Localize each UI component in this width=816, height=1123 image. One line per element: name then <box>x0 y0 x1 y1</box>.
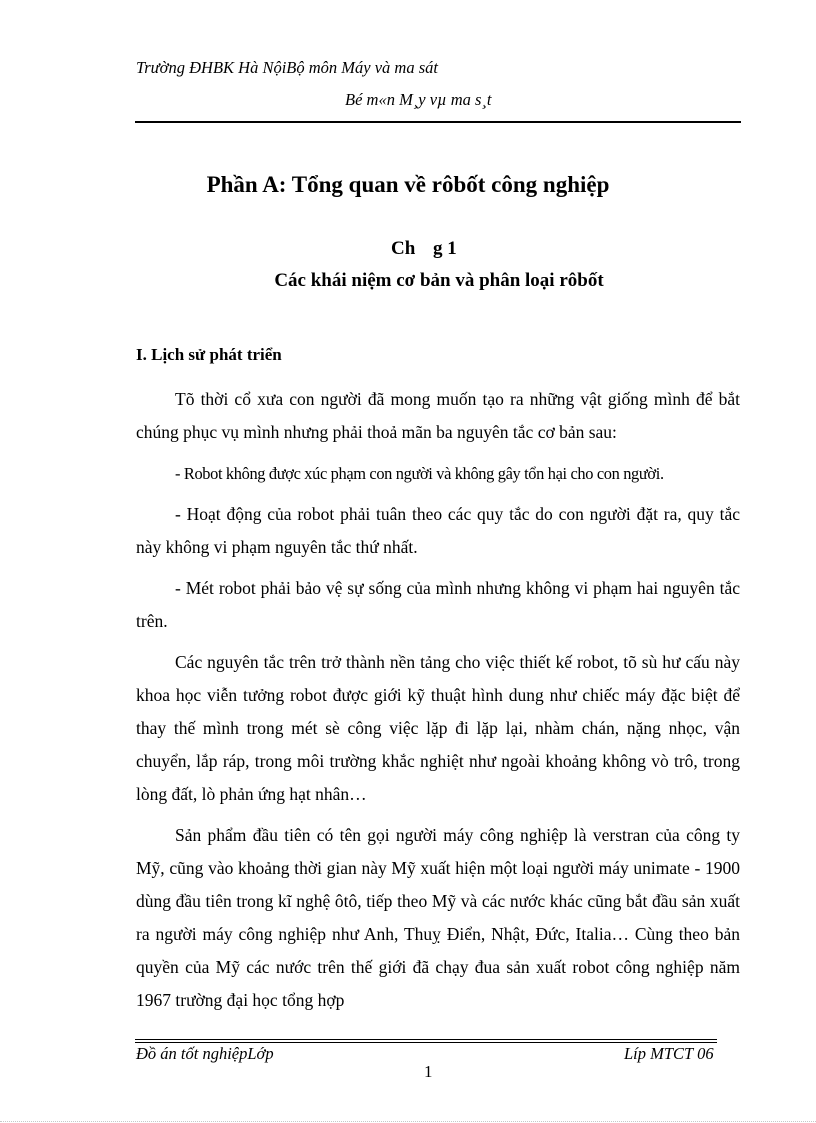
header-divider <box>135 121 741 123</box>
header-school-line: Trường ĐHBK Hà NộiBộ môn Máy và ma sát <box>136 58 438 77</box>
chapter-label-part2: g 1 <box>433 238 457 259</box>
section-heading: I. Lịch sử phát triển <box>136 345 282 364</box>
paragraph: Sản phẩm đầu tiên có tên gọi người máy công nghiệp là verstran của công ty Mỹ, cũng vào khoảng thời gian này Mỹ xuất hiện một loại người máy unimate - 1900 dùng đầu tiên trong kĩ nghệ ôtô, tiếp theo Mỹ và các nước khác cũng bắt đầu sản xuất ra người máy công nghiệp như Anh, Thuỵ Điển, Nhật, Đức, Italia… Cùng theo bản quyền của Mỹ các nước trên thế giới đã chạy đua sản xuất robot công nghiệp năm 1967 trường đại học tổng hợp <box>136 825 740 1010</box>
footer-left-text: Đồ án tốt nghiệpLớp <box>136 1044 274 1063</box>
paragraph: Các nguyên tắc trên trở thành nền tảng cho việc thiết kế robot, tõ sù hư cấu này khoa học viễn tưởng robot được giới kỹ thuật hình dung như chiếc máy đặc biệt để thay thế mình trong mét sè công việc lặp đi lặp lại, nhàm chán, nặng nhọc, vận chuyển, lắp ráp, trong môi trường khắc nghiệt như ngoài khoảng không vò trô, trong lòng đất, lò phản ứng hạt nhân… <box>136 652 740 804</box>
body-text <box>136 383 740 1025</box>
header-department-line: Bé m«n M¸y vµ ma s¸t <box>345 90 492 109</box>
footer-divider-bottom <box>135 1042 717 1043</box>
page-title: Phần A: Tổng quan về rôbốt công nghiệp <box>206 172 610 197</box>
footer-right-text: Líp MTCT 06 <box>624 1044 714 1063</box>
chapter-label-part1: Ch <box>391 238 416 259</box>
footer-divider-top <box>135 1039 717 1040</box>
paragraph: - Robot không được xúc phạm con người và không gây tổn hại cho con người. <box>175 464 664 483</box>
paragraph: Tõ thời cổ xưa con người đã mong muốn tạo ra những vật giống mình để bắt chúng phục vụ mình nhưng phải thoả mãn ba nguyên tắc cơ bản sau: <box>136 389 740 442</box>
page-number: 1 <box>424 1062 433 1081</box>
chapter-subtitle: Các khái niệm cơ bản và phân loại rôbốt <box>274 270 604 291</box>
paragraph: - Hoạt động của robot phải tuân theo các quy tắc do con người đặt ra, quy tắc này không vi phạm nguyên tắc thứ nhất. <box>136 504 740 557</box>
paragraph: - Mét robot phải bảo vệ sự sống của mình nhưng không vi phạm hai nguyên tắc trên. <box>136 578 740 631</box>
page-edge <box>0 1121 816 1122</box>
